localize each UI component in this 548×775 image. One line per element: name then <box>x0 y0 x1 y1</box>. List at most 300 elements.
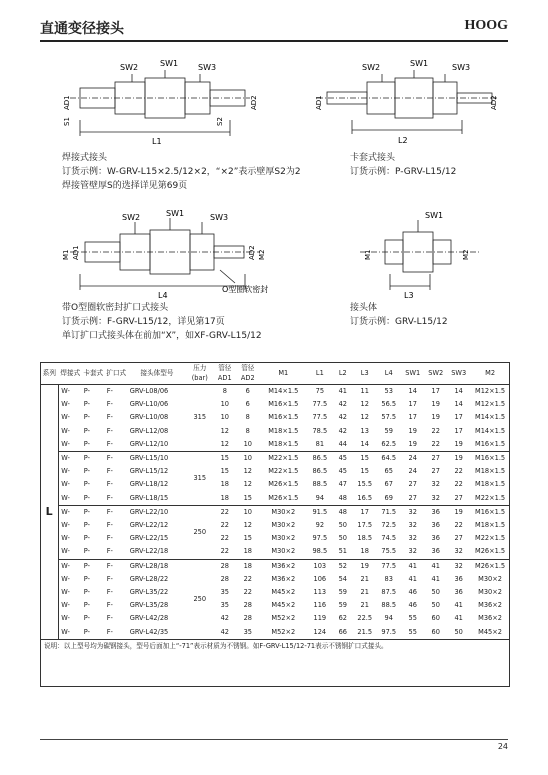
flare-caption-title: 带O型圈软密封扩口式接头 <box>62 303 169 313</box>
table-cell: 17 <box>408 413 417 422</box>
table-cell: 17 <box>454 413 463 422</box>
table-cell: 19 <box>408 426 417 435</box>
flare-label-sw1: SW1 <box>166 209 185 218</box>
table-cell: W- <box>61 400 70 409</box>
table-cell: 32 <box>408 507 417 516</box>
table-cell: 119 <box>313 614 327 623</box>
table-cell: F- <box>106 467 113 476</box>
table-cell: 42 <box>220 627 229 636</box>
table-cell: 32 <box>447 545 470 559</box>
table-cell: 11 <box>360 387 369 395</box>
table-cell: 55 <box>408 614 417 623</box>
table-cell: 27 <box>454 534 463 543</box>
table-cell: 8 <box>245 426 250 435</box>
table-cell: M26×1.5 <box>259 492 307 506</box>
table-cell: 116 <box>313 601 327 610</box>
table-cell: M36×2 <box>271 561 296 570</box>
table-cell: 59 <box>338 601 347 610</box>
table-cell: P- <box>83 588 90 597</box>
table-row <box>40 559 510 573</box>
table-cell: F- <box>106 601 113 610</box>
table-header-row <box>40 362 510 385</box>
table-cell: M36×2 <box>478 601 502 610</box>
table-cell: 10 <box>236 438 259 452</box>
table-cell: 22 <box>243 588 252 597</box>
table-cell: GRV-L22/18 <box>128 545 186 559</box>
table-cell: 36 <box>454 574 463 583</box>
table-cell: 106 <box>313 574 327 583</box>
ferrule-label-sw2: SW2 <box>362 63 381 72</box>
table-cell: M45×2 <box>271 588 296 597</box>
table-cell: 28 <box>243 614 252 623</box>
table-cell: 28 <box>220 574 229 583</box>
ferrule-label-ad2: AD2 <box>490 95 498 110</box>
pressure-cell: 315 <box>186 452 213 506</box>
table-cell: P- <box>83 561 90 570</box>
table-cell: 22 <box>454 467 463 476</box>
table-cell: 56.5 <box>381 400 397 409</box>
table-cell: W- <box>61 413 70 422</box>
table-cell: F- <box>105 545 128 559</box>
table-cell: GRV-L10/08 <box>129 413 169 422</box>
ferrule-fitting-diagram <box>312 58 502 150</box>
table-cell: 18.5 <box>357 534 373 543</box>
table-header-cell: L3 <box>353 362 376 385</box>
table-cell: 48 <box>338 507 347 516</box>
table-cell: 17 <box>360 507 369 516</box>
table-cell: F- <box>106 387 113 395</box>
table-cell: 27 <box>431 467 440 476</box>
table-cell: P- <box>83 601 90 610</box>
table-row <box>40 545 510 559</box>
table-cell: 41 <box>454 601 463 610</box>
table-cell: 19 <box>431 400 440 409</box>
table-cell: F- <box>106 561 113 570</box>
table-cell: 19 <box>401 438 424 452</box>
table-cell: 77.5 <box>381 561 397 570</box>
table-cell: 55 <box>408 627 417 636</box>
weld-label-s2: S2 <box>216 117 224 126</box>
table-cell: 12 <box>243 467 252 476</box>
weld-label-sw1: SW1 <box>160 59 179 68</box>
table-cell: 21 <box>360 588 369 597</box>
table-cell: M26×1.5 <box>268 480 299 489</box>
table-cell: 59 <box>384 426 393 435</box>
table-cell: 18 <box>236 545 259 559</box>
table-cell: 78.5 <box>312 426 328 435</box>
ferrule-caption-title: 卡套式接头 <box>350 153 396 163</box>
table-header-cell: L2 <box>332 362 353 385</box>
table-cell: W- <box>61 588 70 597</box>
table-cell: 75.5 <box>376 545 401 559</box>
table-cell: 71.5 <box>381 507 397 516</box>
table-row <box>40 612 510 625</box>
body-label-l3: L3 <box>404 291 414 300</box>
table-cell: P- <box>83 480 90 489</box>
table-cell: 12 <box>360 413 369 422</box>
table-cell: 45 <box>338 467 347 476</box>
table-cell: 24 <box>408 454 417 463</box>
table-row <box>40 599 510 612</box>
flare-label-ad2: AD2 <box>248 245 256 260</box>
table-header-cell: SW2 <box>424 362 447 385</box>
table-cell: 94 <box>384 614 393 623</box>
table-cell: M30×2 <box>478 574 502 583</box>
table-cell: 32 <box>424 492 447 506</box>
table-cell: 45 <box>338 454 347 463</box>
weld-caption-title: 焊接式接头 <box>62 153 108 163</box>
table-cell: M45×2 <box>271 601 296 610</box>
table-cell: 15 <box>360 467 369 476</box>
table-cell: P- <box>82 438 105 452</box>
table-cell: 14 <box>408 387 417 395</box>
table-cell: W- <box>61 521 70 530</box>
table-cell: F- <box>106 614 113 623</box>
header-divider <box>40 40 508 42</box>
table-cell: W- <box>59 438 82 452</box>
table-cell: P- <box>83 521 90 530</box>
table-cell: GRV-L15/12 <box>129 467 169 476</box>
table-cell: M18×1.5 <box>259 438 307 452</box>
table-cell: 57.5 <box>381 413 397 422</box>
table-cell: F- <box>105 438 128 452</box>
table-cell: 41 <box>454 614 463 623</box>
table-cell: F- <box>106 480 113 489</box>
table-cell: 54 <box>338 574 347 583</box>
table-cell: 10 <box>243 454 252 463</box>
table-cell: 81 <box>307 438 332 452</box>
table-cell: 124 <box>313 627 327 636</box>
table-cell: 50 <box>431 588 440 597</box>
table-cell: M22×1.5 <box>268 454 299 463</box>
table-cell: 77.5 <box>312 413 328 422</box>
table-cell: 8 <box>245 413 250 422</box>
table-cell: 27 <box>431 454 440 463</box>
table-cell: P- <box>83 574 90 583</box>
table-cell: 27 <box>408 480 417 489</box>
table-cell: 28 <box>243 601 252 610</box>
table-cell: M14×1.5 <box>475 426 506 435</box>
table-row <box>40 532 510 545</box>
table-cell: 59 <box>338 588 347 597</box>
table-cell: 28 <box>220 561 229 570</box>
table-cell: 60 <box>431 627 440 636</box>
weld-fitting-diagram <box>60 58 260 150</box>
table-row <box>40 411 510 424</box>
table-cell: 97.5 <box>312 534 328 543</box>
table-cell: 21 <box>360 601 369 610</box>
table-cell: P- <box>83 454 90 463</box>
table-cell: F- <box>106 521 113 530</box>
table-cell: GRV-L42/35 <box>129 627 169 636</box>
table-cell: 41 <box>338 387 347 395</box>
table-cell: M30×2 <box>478 588 502 597</box>
table-cell: 42 <box>338 413 347 422</box>
table-cell: 44 <box>332 438 353 452</box>
table-cell: 67 <box>384 480 393 489</box>
table-cell: 103 <box>313 561 327 570</box>
table-cell: F- <box>106 588 113 597</box>
table-cell: 17.5 <box>357 521 373 530</box>
table-cell: 8 <box>222 387 227 395</box>
table-cell: M52×2 <box>271 627 296 636</box>
table-cell: 113 <box>313 588 327 597</box>
table-cell: 19 <box>454 454 463 463</box>
table-cell: 64.5 <box>381 454 397 463</box>
table-cell: 19 <box>431 413 440 422</box>
table-cell: 14 <box>454 400 463 409</box>
table-cell: 15.5 <box>357 480 373 489</box>
table-cell: P- <box>83 400 90 409</box>
table-cell: 22 <box>424 438 447 452</box>
table-cell: W- <box>61 454 70 463</box>
table-cell: 46 <box>408 601 417 610</box>
table-cell: 42 <box>220 614 229 623</box>
table-cell: 77.5 <box>312 400 328 409</box>
table-cell: P- <box>83 627 90 636</box>
table-note-row <box>40 639 510 653</box>
table-cell: 66 <box>338 627 347 636</box>
table-row <box>40 586 510 599</box>
page-number: 24 <box>497 742 508 751</box>
table-cell: GRV-L22/10 <box>129 507 169 516</box>
table-cell: P- <box>83 614 90 623</box>
table-cell: 62.5 <box>376 438 401 452</box>
table-cell: M14×1.5 <box>268 387 299 395</box>
table-header-cell: 接头体型号 <box>128 362 186 385</box>
table-cell: 91.5 <box>312 507 328 516</box>
table-cell: GRV-L18/12 <box>129 480 169 489</box>
body-label-m2: M2 <box>462 249 470 260</box>
weld-label-sw2: SW2 <box>120 63 139 72</box>
table-row <box>40 478 510 491</box>
body-caption <box>350 301 448 329</box>
table-cell: W- <box>61 574 70 583</box>
table-cell: 10 <box>220 400 229 409</box>
table-cell: 24 <box>408 467 417 476</box>
table-cell: 36 <box>454 588 463 597</box>
table-cell: 47 <box>338 480 347 489</box>
table-cell: 21 <box>360 574 369 583</box>
table-cell: F- <box>106 454 113 463</box>
table-cell: GRV-L35/28 <box>129 601 169 610</box>
table-row <box>40 626 510 640</box>
flare-label-ad1: AD1 <box>72 245 80 260</box>
table-cell: M16×1.5 <box>475 454 506 463</box>
table-cell: 12 <box>220 426 229 435</box>
table-row <box>40 573 510 586</box>
table-cell: W- <box>61 561 70 570</box>
body-caption-order: 订货示例：GRV-L15/12 <box>350 317 448 327</box>
table-cell: M18×1.5 <box>268 426 299 435</box>
table-cell: W- <box>61 614 70 623</box>
weld-label-s1: S1 <box>63 117 71 126</box>
table-cell: M30×2 <box>259 545 307 559</box>
table-cell: GRV-L28/18 <box>129 561 169 570</box>
table-header-cell: SW1 <box>401 362 424 385</box>
table-cell: GRV-L15/10 <box>129 454 169 463</box>
table-header-cell: SW3 <box>447 362 470 385</box>
table-cell: 41 <box>431 561 440 570</box>
table-cell: 12 <box>243 521 252 530</box>
table-cell: 18 <box>213 492 236 506</box>
table-header-cell: 管径AD2 <box>236 362 259 385</box>
table-cell: P- <box>83 426 90 435</box>
table-cell: M12×1.5 <box>475 387 506 395</box>
table-cell: M16×1.5 <box>475 507 506 516</box>
table-cell: 32 <box>431 480 440 489</box>
pressure-cell: 315 <box>186 385 213 452</box>
table-cell: 36 <box>424 545 447 559</box>
table-cell: 92 <box>315 521 325 530</box>
table-cell: 17 <box>408 400 417 409</box>
table-cell: 27 <box>401 492 424 506</box>
weld-caption-note: 焊接管壁厚S的选择详见第69页 <box>62 181 188 191</box>
table-cell: W- <box>61 387 70 395</box>
table-row <box>40 425 510 438</box>
table-cell: M52×2 <box>271 614 296 623</box>
table-cell: GRV-L35/22 <box>129 588 169 597</box>
flare-label-m2: M2 <box>258 249 266 260</box>
flare-caption <box>62 301 262 343</box>
table-header-cell: 系列 <box>40 362 59 385</box>
table-row <box>40 398 510 411</box>
table-cell: W- <box>61 627 70 636</box>
table-cell: P- <box>83 413 90 422</box>
table-cell: GRV-L28/22 <box>129 574 169 583</box>
table-cell: W- <box>59 545 82 559</box>
table-cell: M26×1.5 <box>470 545 510 559</box>
table-row <box>40 438 510 452</box>
weld-caption <box>62 151 301 193</box>
table-cell: 88.5 <box>381 601 397 610</box>
table-cell: P- <box>83 534 90 543</box>
table-cell: 27 <box>447 492 470 506</box>
weld-label-ad1: AD1 <box>63 95 71 110</box>
table-cell: GRV-L22/12 <box>129 521 169 530</box>
brand-logo: HOOG <box>464 18 508 33</box>
flare-label-sw2: SW2 <box>122 213 141 222</box>
table-cell: P- <box>83 507 90 516</box>
table-cell: 50 <box>338 521 347 530</box>
table-cell: W- <box>61 601 70 610</box>
table-cell: 10 <box>220 413 229 422</box>
table-row <box>40 492 510 506</box>
table-header-cell: 压力(bar) <box>186 362 213 385</box>
table-cell: M16×1.5 <box>268 400 299 409</box>
table-cell: 22 <box>213 545 236 559</box>
flare-label-oring: O型圈软密封 <box>222 285 269 294</box>
table-cell: 19 <box>447 438 470 452</box>
table-cell: P- <box>82 492 105 506</box>
table-cell: 18 <box>353 545 376 559</box>
table-cell: 41 <box>408 574 417 583</box>
table-cell: 98.5 <box>307 545 332 559</box>
table-cell: 83 <box>384 574 393 583</box>
table-cell: M18×1.5 <box>475 480 506 489</box>
table-cell: F- <box>106 413 113 422</box>
table-cell: 50 <box>454 627 463 636</box>
table-cell: 22 <box>220 534 229 543</box>
body-caption-title: 接头体 <box>350 303 378 313</box>
table-cell: 18 <box>220 480 229 489</box>
table-cell: 12 <box>243 480 252 489</box>
table-cell: 53 <box>384 387 393 395</box>
table-cell: 22 <box>220 521 229 530</box>
table-cell: 86.5 <box>312 454 328 463</box>
table-cell: W- <box>61 467 70 476</box>
ferrule-label-ad1: AD1 <box>315 95 323 110</box>
table-header-cell: L1 <box>307 362 332 385</box>
table-cell: 86.5 <box>312 467 328 476</box>
flare-caption-order: 订货示例：F-GRV-L15/12，详见第17页 <box>62 317 225 327</box>
table-cell: 32 <box>454 561 463 570</box>
table-cell: M16×1.5 <box>470 438 510 452</box>
ferrule-label-sw1: SW1 <box>410 59 429 68</box>
table-cell: 35 <box>243 627 252 636</box>
table-cell: 97.5 <box>381 627 397 636</box>
table-cell: W- <box>61 534 70 543</box>
table-header-cell: 卡套式 <box>82 362 105 385</box>
body-label-m1: M1 <box>364 249 372 260</box>
table-cell: 6 <box>245 400 250 409</box>
table-row <box>40 505 510 519</box>
table-cell: 69 <box>376 492 401 506</box>
table-cell: 94 <box>307 492 332 506</box>
table-cell: W- <box>61 426 70 435</box>
table-note: 说明：以上型号均为碳钢接头，型号后面加上“-71”表示材质为不锈钢。如F-GRV-L15/12-71表示不锈钢扩口式接头。 <box>40 639 510 653</box>
table-cell: M22×1.5 <box>475 534 506 543</box>
table-cell: 62 <box>338 614 347 623</box>
table-cell: 15 <box>360 454 369 463</box>
table-cell: GRV-L10/06 <box>129 400 169 409</box>
table-cell: 12 <box>213 438 236 452</box>
table-header-cell: M2 <box>470 362 510 385</box>
flare-label-l4: L4 <box>158 291 168 300</box>
table-cell: 35 <box>220 601 229 610</box>
table-cell: 15 <box>243 534 252 543</box>
table-cell: 32 <box>408 534 417 543</box>
table-cell: F- <box>106 534 113 543</box>
table-cell: 19 <box>360 561 369 570</box>
table-header-cell: L4 <box>376 362 401 385</box>
series-cell: L <box>40 385 59 640</box>
table-cell: GRV-L12/08 <box>129 426 169 435</box>
table-cell: 19 <box>454 507 463 516</box>
table-cell: 12 <box>360 400 369 409</box>
table-cell: 35 <box>220 588 229 597</box>
table-cell: P- <box>82 545 105 559</box>
table-cell: F- <box>106 574 113 583</box>
table-cell: 32 <box>408 521 417 530</box>
flare-label-sw3: SW3 <box>210 213 229 222</box>
table-row <box>40 519 510 532</box>
table-header-cell: 扩口式 <box>105 362 128 385</box>
flare-label-m1: M1 <box>62 249 70 260</box>
page-title: 直通变径接头 <box>40 21 124 37</box>
table-cell: 75 <box>315 387 325 395</box>
ferrule-caption <box>350 151 456 179</box>
table-cell: 72.5 <box>381 521 397 530</box>
table-cell: 18 <box>243 561 252 570</box>
table-cell: M14×1.5 <box>475 413 506 422</box>
table-cell: 50 <box>338 534 347 543</box>
table-cell: 42 <box>338 426 347 435</box>
table-cell: P- <box>83 467 90 476</box>
flare-fitting-diagram <box>60 208 300 300</box>
table-cell: 17 <box>454 426 463 435</box>
table-cell: 50 <box>431 601 440 610</box>
